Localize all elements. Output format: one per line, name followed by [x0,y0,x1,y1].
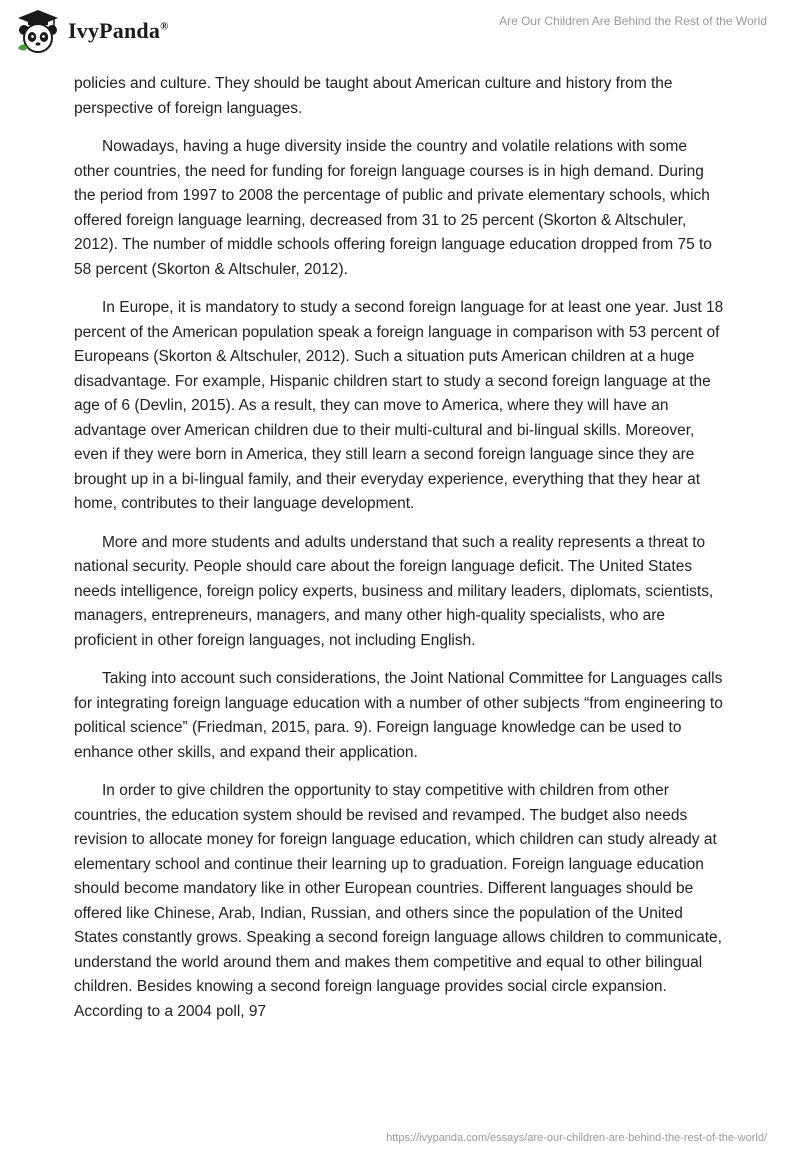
paragraph: In order to give children the opportunity to stay competitive with children from other countries, the education system should be revised and revamped. The budget also needs revision to allocate money for foreign language education, which children can study already at elementary school and continue their learning up to graduation. Foreign language education should become mandatory like in other European countries. Different languages should be offered like Chinese, Arab, Indian, Russian, and others since the population of the United States constantly grows. Speaking a second foreign language allows children to communicate, understand the world around them and makes them competitive and equal to other bilingual children. Besides knowing a second foreign language provides social circle expansion. According to a 2004 poll, 97 [74,782,722,1020]
page-header [0,0,800,60]
document-title: Are Our Children Are Behind the Rest of the World [499,14,767,28]
panda-graduate-logo-icon [14,8,62,54]
paragraph: In Europe, it is mandatory to study a second foreign language for at least one year. Just 18 percent of the American population speak a foreign language in comparison with 53 percent of Europeans (Skorton & Altschuler, 2012). Such a situation puts American children at a huge disadvantage. For example, Hispanic children start to study a second foreign language at the age of 6 (Devlin, 2015). As a result, they can move to America, where they will have an advantage over American children due to their multi-cultural and bi-lingual skills. Moreover, even if they were born in America, they still learn a second foreign language since they are brought up in a bi-lingual family, and their everyday experience, everything that they hear at home, contributes to their language development. [74,299,724,512]
ivypanda-logo[interactable] [14,8,234,54]
paragraph: More and more students and adults understand that such a reality represents a threat to national security. People should care about the foreign language deficit. The United States needs intelligence, foreign policy experts, business and military leaders, diplomats, scientists, managers, entrepreneurs, managers, and many other high-quality specialists, who are proficient in other foreign languages, not including English. [74,533,714,649]
paragraph: Nowadays, having a huge diversity inside the country and volatile relations with some other countries, the need for funding for foreign language courses is in high demand. During the period from 1997 to 2008 the percentage of public and private elementary schools, which offered foreign language learning, decreased from 31 to 25 percent (Skorton & Altschuler, 2012). The number of middle schools offering foreign language education dropped from 75 to 58 percent (Skorton & Altschuler, 2012). [74,138,712,278]
paragraph: policies and culture. They should be taught about American culture and history from the perspective of foreign languages. [74,75,673,117]
registered-mark: ® [160,20,169,33]
essay-body [74,72,726,1038]
brand-name: IvyPanda® [68,18,169,43]
paragraph: Taking into account such considerations, the Joint National Committee for Languages calls for integrating foreign language education with a number of other subjects “from engineering to political science” (Friedman, 2015, para. 9). Foreign language knowledge can be used to enhance other skills, and expand their application. [74,670,723,761]
footer-url-link[interactable]: https://ivypanda.com/essays/are-our-children-are-behind-the-rest-of-the-world/ [386,1132,767,1144]
